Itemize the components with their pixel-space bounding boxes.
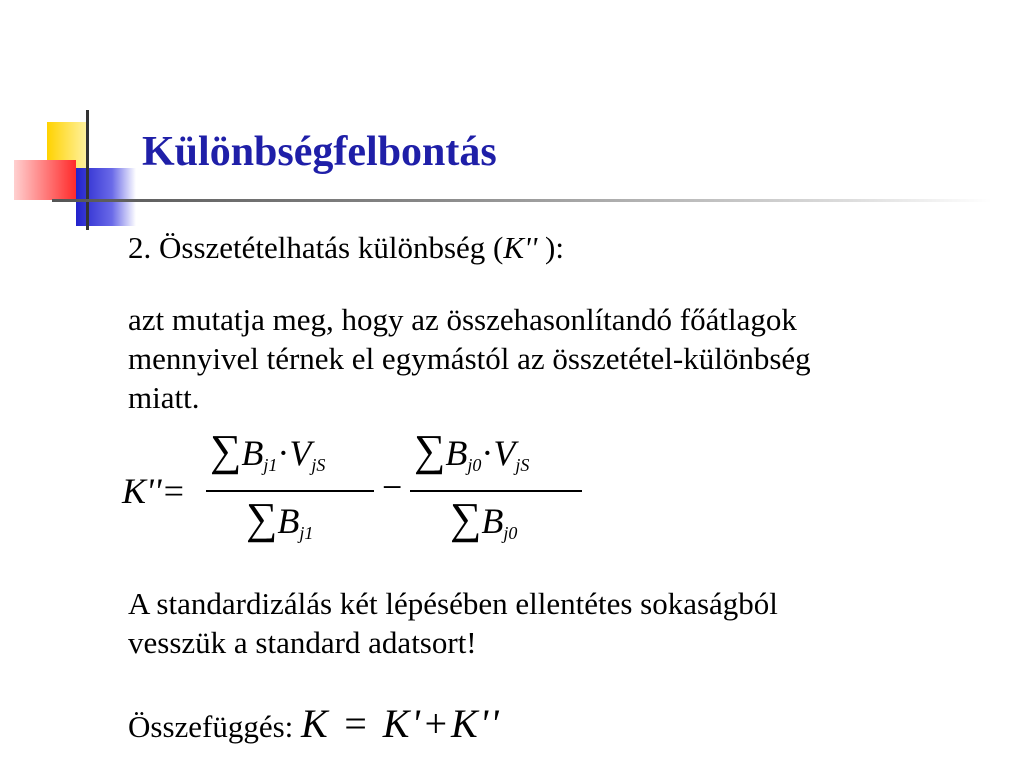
- numerator-2: $\sum B_{j0}\cdot V_{jS}$: [414, 426, 530, 475]
- title-underline: [52, 199, 992, 202]
- denominator-1: $\sum B_{j1}$: [246, 494, 314, 543]
- heading-end: ):: [537, 230, 564, 265]
- slide-title: Különbségfelbontás: [142, 129, 497, 175]
- minus-sign: −: [382, 467, 403, 507]
- paragraph-line-3: miatt.: [128, 380, 200, 415]
- paragraph-line-1: azt mutatja meg, hogy az összehasonlítandó főátlagok: [128, 302, 797, 337]
- sum-symbol: ∑: [210, 426, 242, 475]
- note-line-2: vesszük a standard adatsort!: [128, 625, 477, 660]
- corner-decoration: [0, 0, 140, 240]
- fraction-bar-2: [410, 490, 582, 492]
- denominator-2: $\sum B_{j0}$: [450, 494, 518, 543]
- relation-label: Összefüggés:: [128, 709, 294, 744]
- formula-lhs: K''=: [122, 471, 186, 511]
- standardization-note: [128, 584, 778, 662]
- heading-text: 2. Összetételhatás különbség (: [128, 230, 504, 265]
- fraction-bar-1: [206, 490, 374, 492]
- relation-formula: K = K'+K'': [301, 701, 501, 746]
- numerator-1: $\sum B_{j1}\cdot V_{jS}$: [210, 426, 326, 475]
- note-line-1: A standardizálás két lépésében ellentétes sokaságból: [128, 586, 778, 621]
- paragraph-line-2: mennyivel térnek el egymástól az összetétel-különbség: [128, 341, 811, 376]
- description-paragraph: [128, 300, 811, 417]
- relation: [128, 700, 501, 747]
- section-heading: [128, 228, 564, 267]
- heading-symbol: K'': [503, 230, 538, 265]
